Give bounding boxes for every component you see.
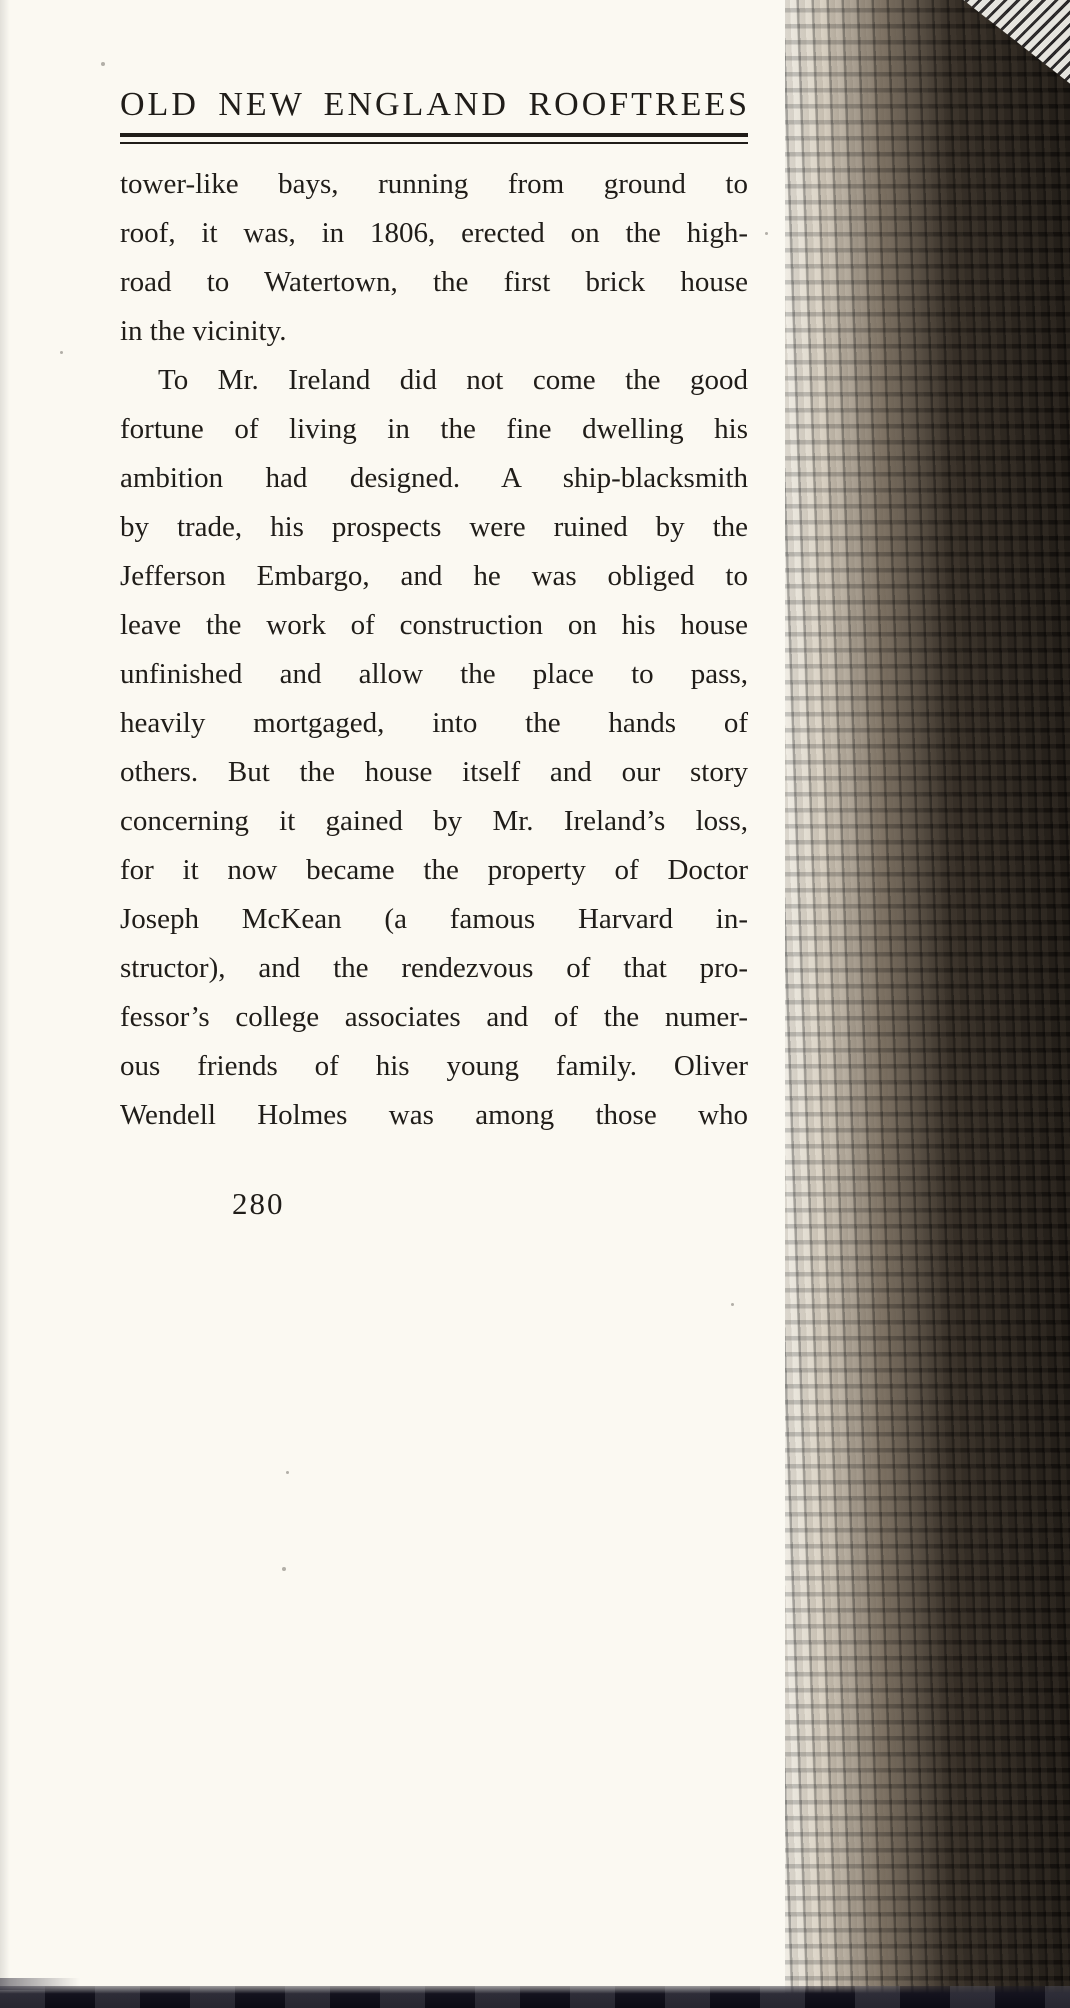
scan-speck bbox=[731, 1303, 734, 1306]
text-line: Jefferson Embargo, and he was obliged to bbox=[120, 560, 748, 592]
text-line: tower-like bays, running from ground to bbox=[120, 168, 748, 200]
text-line: road to Watertown, the first brick house bbox=[120, 266, 748, 298]
text-line: concerning it gained by Mr. Ireland’s loss, bbox=[120, 805, 748, 837]
text-line: Joseph McKean (a famous Harvard in- bbox=[120, 903, 748, 935]
text-line: heavily mortgaged, into the hands of bbox=[120, 707, 748, 739]
scan-smudge-bottom-left bbox=[0, 1978, 80, 1990]
text-line: unfinished and allow the place to pass, bbox=[120, 658, 748, 690]
text-line: leave the work of construction on his house bbox=[120, 609, 748, 641]
scan-speck bbox=[286, 1471, 289, 1474]
text-block bbox=[120, 86, 751, 1222]
text-line: in the vicinity. bbox=[120, 315, 287, 347]
paragraph bbox=[120, 356, 748, 1140]
text-line: structor), and the rendezvous of that pro- bbox=[120, 952, 748, 984]
scan-speck bbox=[60, 351, 63, 354]
page-body bbox=[120, 160, 748, 1140]
text-line: others. But the house itself and our story bbox=[120, 756, 748, 788]
scan-edge-right bbox=[785, 0, 1070, 2008]
text-line: ous friends of his young family. Oliver bbox=[120, 1050, 748, 1082]
text-line: ambition had designed. A ship-blacksmith bbox=[120, 462, 748, 494]
text-line: by trade, his prospects were ruined by the bbox=[120, 511, 748, 543]
scan-speck bbox=[765, 232, 768, 235]
scan-edge-bottom bbox=[0, 1986, 1070, 2008]
text-line: To Mr. Ireland did not come the good bbox=[158, 364, 748, 396]
paragraph bbox=[120, 160, 748, 356]
scan-corner-topright bbox=[940, 0, 1070, 95]
scan-speck bbox=[101, 62, 105, 66]
running-head: OLD NEW ENGLAND ROOFTREES bbox=[120, 86, 751, 123]
page-number: 280 bbox=[232, 1186, 285, 1221]
text-line: roof, it was, in 1806, erected on the high- bbox=[120, 217, 748, 249]
header-double-rule bbox=[120, 133, 748, 144]
scan-speck bbox=[282, 1567, 286, 1571]
text-line: Wendell Holmes was among those who bbox=[120, 1099, 748, 1131]
text-line: for it now became the property of Doctor bbox=[120, 854, 748, 886]
text-line: fessor’s college associates and of the numer- bbox=[120, 1001, 748, 1033]
text-line: fortune of living in the fine dwelling his bbox=[120, 413, 748, 445]
